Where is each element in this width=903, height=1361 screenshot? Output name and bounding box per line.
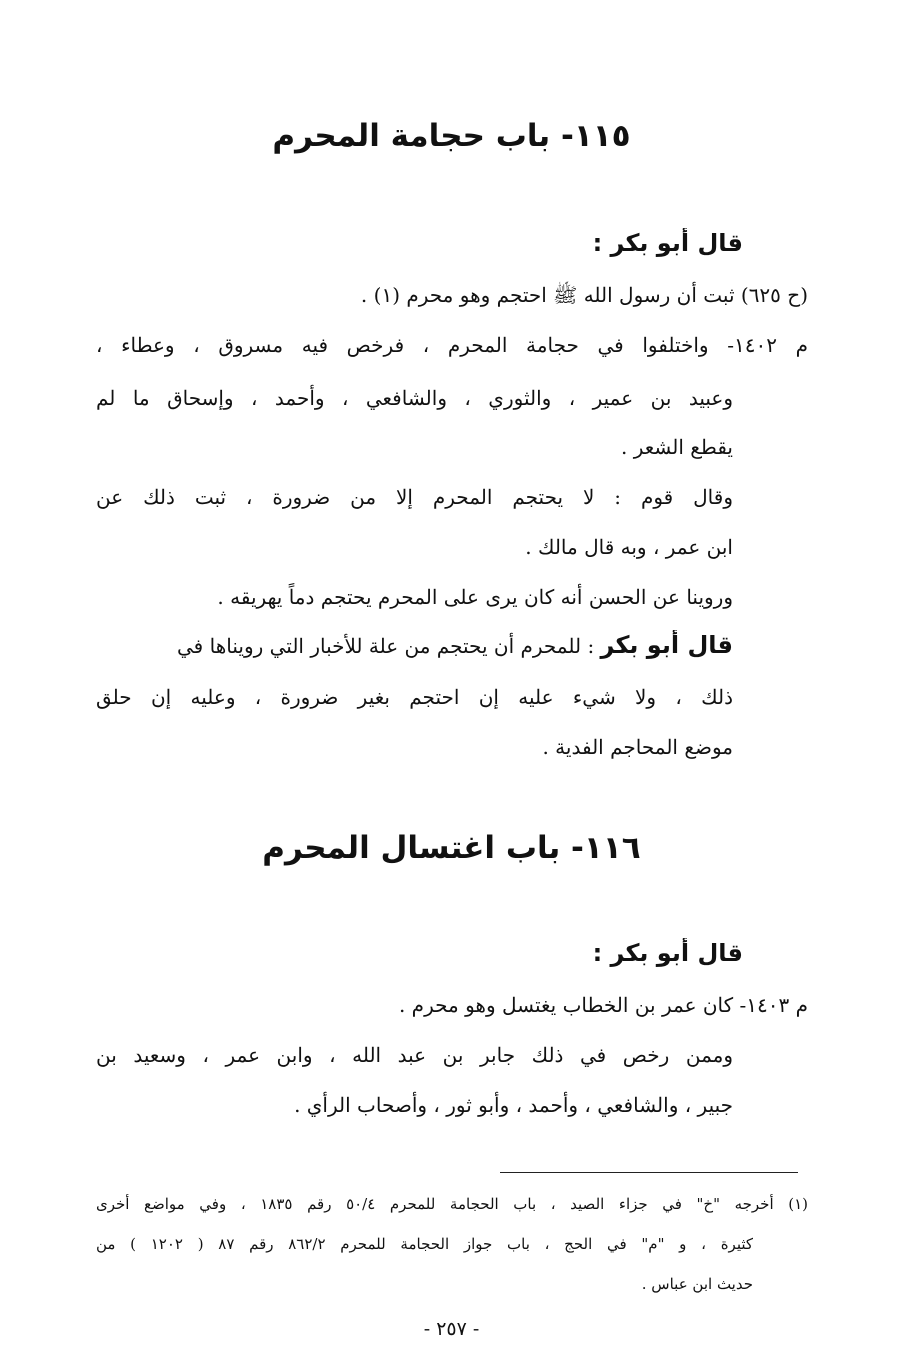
masala-1402-line1: م ١٤٠٢- واختلفوا في حجامة المحرم ، فرخص فيه مسروق ، وعطاء ، [96,333,808,357]
footnote-line2: كثيرة ، و "م" في الحج ، باب جواز الحجامة للمحرم ٨٦٢/٢ رقم ٨٧ ( ١٢٠٢ ) من [96,1235,753,1253]
abu-bakr-label: قال أبو بكر : [592,229,743,257]
masala-1402-line3: يقطع الشعر . [621,435,733,459]
chapter-heading-116: ١١٦- باب اغتسال المحرم [262,830,641,866]
paragraph-abu-bakr-line2: ذلك ، ولا شيء عليه إن احتجم بغير ضرورة ، وعليه إن حلق [96,685,733,709]
masala-1402-line2: وعبيد بن عمير ، والثوري ، والشافعي ، وأحمد ، وإسحاق ما لم [96,386,733,410]
chapter-heading-115: ١١٥- باب حجامة المحرم [272,118,631,154]
footnote-separator [500,1172,798,1173]
masala-1403: م ١٤٠٣- كان عمر بن الخطاب يغتسل وهو محرم . [398,993,808,1017]
paragraph-abu-bakr-line1 [96,630,733,661]
abu-bakr-inline-label: قال أبو بكر [600,631,733,659]
abu-bakr-label-2: قال أبو بكر : [592,939,743,967]
paragraph-qawm-line1: وقال قوم : لا يحتجم المحرم إلا من ضرورة ، ثبت ذلك عن [96,485,733,509]
page-number: - ٢٥٧ - [423,1318,480,1340]
paragraph-abu-bakr-line3: موضع المحاجم الفدية . [542,735,733,759]
paragraph-rukhsa-line1: وممن رخص في ذلك جابر بن عبد الله ، وابن عمر ، وسعيد بن [96,1043,733,1067]
hadith-625: (ح ٦٢٥) ثبت أن رسول الله ﷺ احتجم وهو محرم (١) . [360,283,808,307]
footnote-line1: (١) أخرجه "خ" في جزاء الصيد ، باب الحجامة للمحرم ٥٠/٤ رقم ١٨٣٥ ، وفي مواضع أخرى [96,1195,808,1213]
paragraph-hasan: وروينا عن الحسن أنه كان يرى على المحرم يحتجم دماً يهريقه . [217,585,733,609]
paragraph-rukhsa-line2: جبير ، والشافعي ، وأحمد ، وأبو ثور ، وأصحاب الرأي . [294,1093,733,1117]
footnote-line3: حديث ابن عباس . [641,1275,753,1293]
abu-bakr-opinion-text: : للمحرم أن يحتجم من علة للأخبار التي رويناها في [177,634,595,658]
paragraph-qawm-line2: ابن عمر ، وبه قال مالك . [525,535,733,559]
